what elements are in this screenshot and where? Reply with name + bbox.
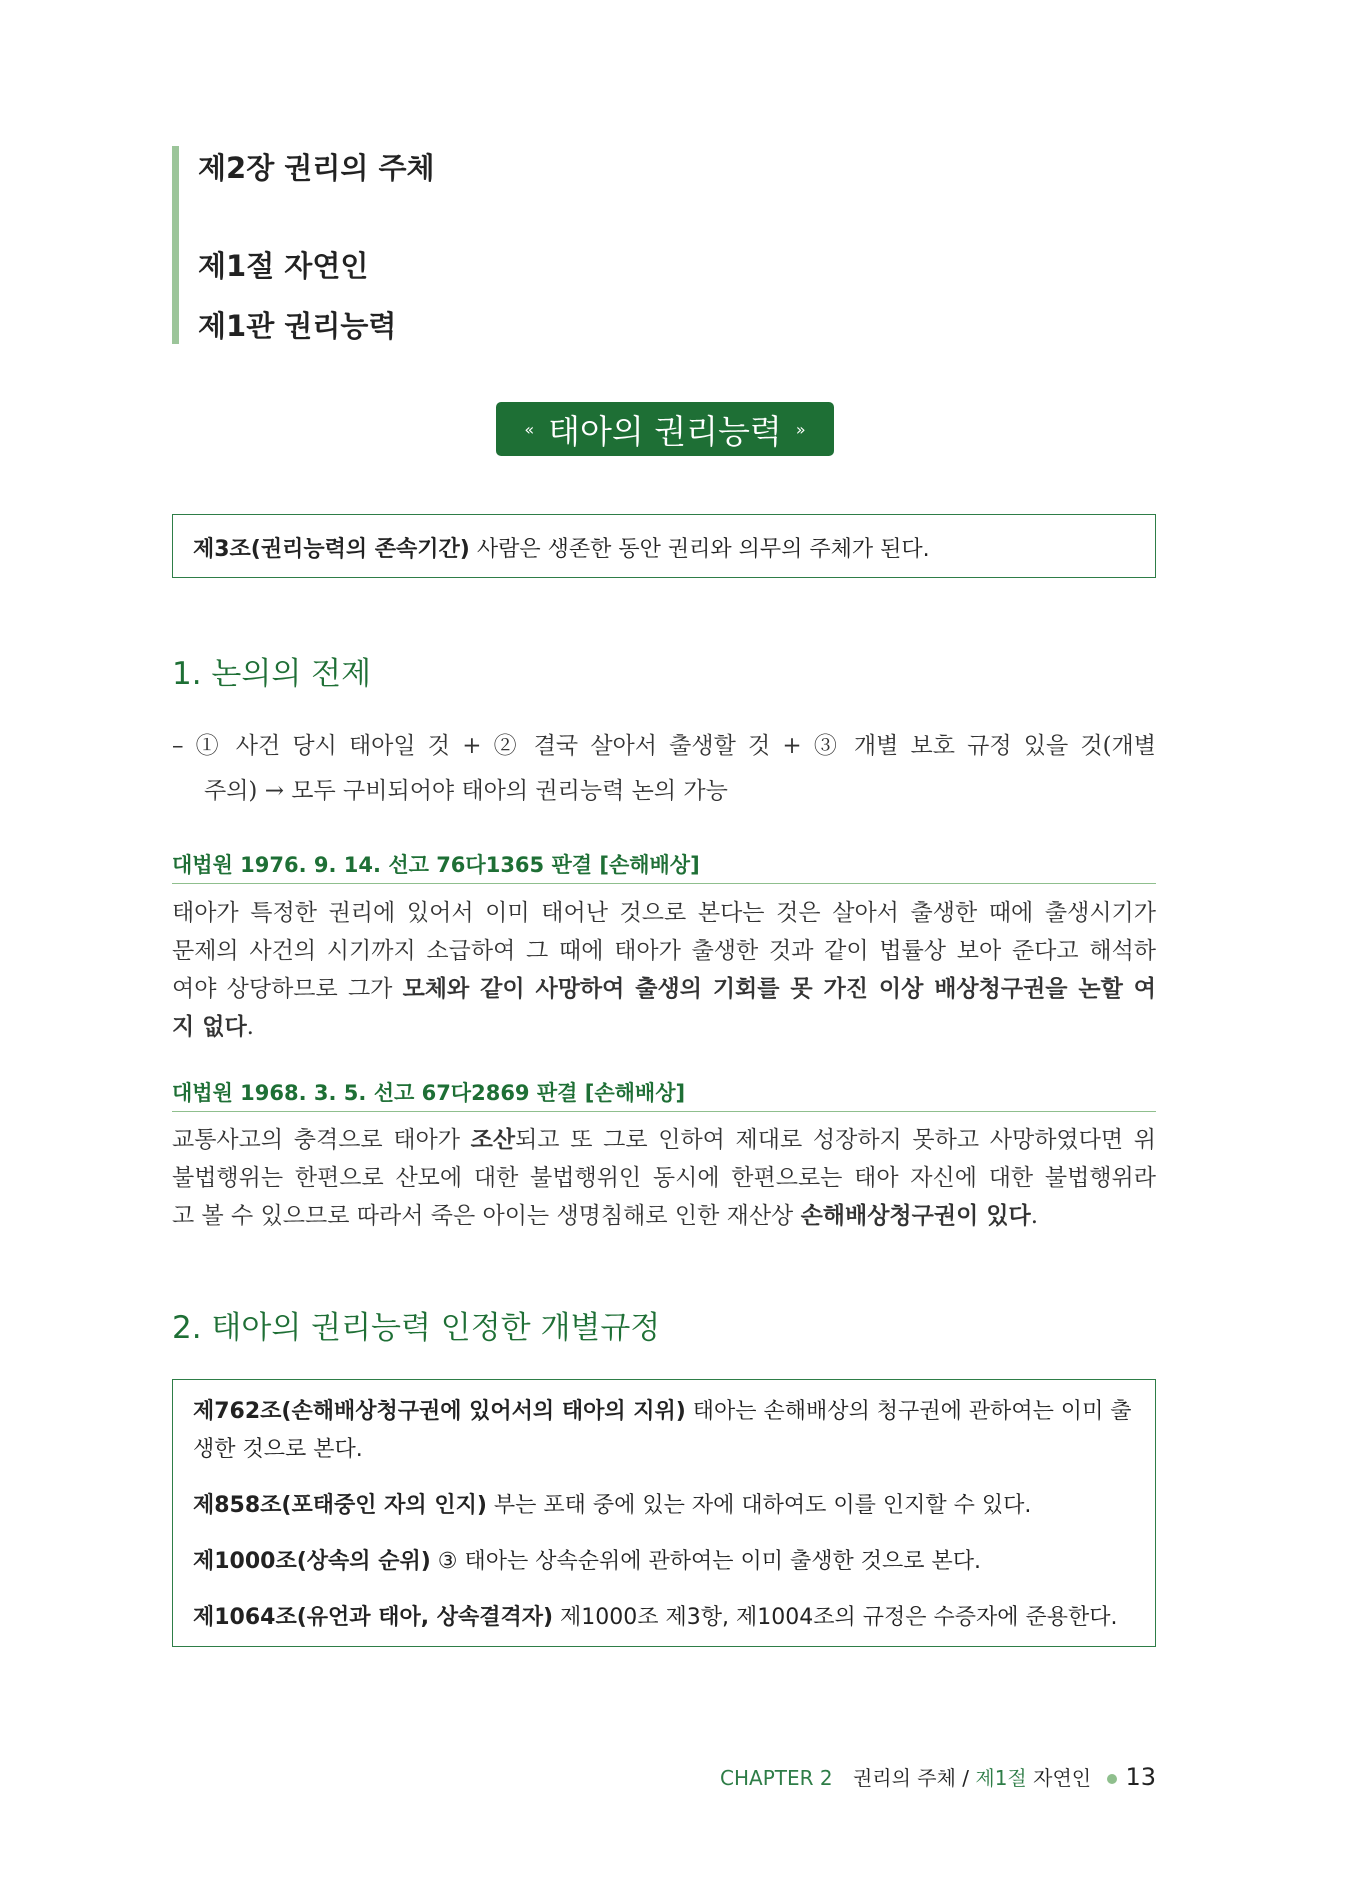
chapter-heading-block bbox=[172, 146, 772, 346]
case2-line3-end: . bbox=[1030, 1203, 1039, 1229]
article762-text1: 태아는 손해배상의 청구권에 관하여는 이미 출 bbox=[685, 1399, 1132, 1424]
case1-line4 bbox=[172, 1008, 254, 1041]
footer-dot-icon bbox=[1107, 1774, 1117, 1784]
chapter-title: 제2장 권리의 주체 bbox=[198, 151, 435, 185]
article3-text bbox=[193, 532, 930, 563]
case1-line3-plain: 여야 상당하므로 그가 bbox=[172, 976, 403, 1002]
article858-text: 부는 포태 중에 있는 자에 대하여도 이를 인지할 수 있다. bbox=[486, 1493, 1032, 1518]
case1-line4-bold: 지 없다 bbox=[172, 1013, 247, 1040]
article762-line1 bbox=[193, 1394, 1132, 1425]
chapter-accent-bar bbox=[172, 146, 179, 344]
article1000 bbox=[193, 1544, 981, 1575]
article1064-text: 제1000조 제3항, 제1004조의 규정은 수증자에 준용한다. bbox=[553, 1605, 1118, 1630]
case2-heading: 대법원 1968. 3. 5. 선고 67다2869 판결 [손해배상] bbox=[172, 1081, 686, 1105]
case1-heading: 대법원 1976. 9. 14. 선고 76다1365 판결 [손해배상] bbox=[172, 853, 700, 877]
case2-line3-plain: 고 볼 수 있으므로 따라서 죽은 아이는 생명침해로 인한 재산상 bbox=[172, 1203, 801, 1229]
case1-line2: 문제의 사건의 시기까지 소급하여 그 때에 태아가 출생한 것과 같이 법률상 보아 준다고 해석하 bbox=[172, 938, 1156, 964]
case1-line4-end: . bbox=[246, 1014, 254, 1040]
page-footer bbox=[720, 1762, 1156, 1791]
article858-label: 제858조(포태중인 자의 인지) bbox=[193, 1493, 487, 1518]
case1-line3-bold: 모체와 같이 사망하여 출생의 기회를 못 가진 이상 배상청구권을 논할 여 bbox=[402, 975, 1156, 1002]
footer-title: 권리의 주체 bbox=[852, 1766, 956, 1790]
case1-line1: 태아가 특정한 권리에 있어서 이미 태어난 것으로 본다는 것은 살아서 출생한 때에 출생시기가 bbox=[172, 900, 1156, 926]
case2-divider bbox=[172, 1111, 1156, 1112]
case2-line1-a: 교통사고의 충격으로 태아가 bbox=[172, 1127, 471, 1153]
footer-separator: / bbox=[955, 1766, 976, 1790]
footer-chapter: CHAPTER 2 bbox=[720, 1766, 833, 1790]
section1-heading: 1. 논의의 전제 bbox=[172, 656, 372, 692]
ornament-left-icon: « bbox=[524, 419, 535, 439]
case2-line3 bbox=[172, 1197, 1038, 1230]
articles-box bbox=[172, 1379, 1156, 1647]
topic-badge bbox=[496, 402, 834, 456]
section1-line2: 주의) → 모두 구비되어야 태아의 권리능력 논의 가능 bbox=[204, 778, 728, 804]
article1000-label: 제1000조(상속의 순위) bbox=[193, 1549, 431, 1574]
case2-line1-b: 되고 또 그로 인하여 제대로 성장하지 못하고 사망하였다면 위 bbox=[515, 1127, 1156, 1153]
section2-heading: 2. 태아의 권리능력 인정한 개별규정 bbox=[172, 1310, 661, 1346]
article3-label: 제3조(권리능력의 존속기간) bbox=[193, 537, 470, 562]
case1-divider bbox=[172, 883, 1156, 884]
ornament-right-icon: » bbox=[795, 419, 806, 439]
case2-line1-bold: 조산 bbox=[470, 1126, 516, 1153]
section-title: 제1절 자연인 bbox=[198, 249, 369, 283]
article858 bbox=[193, 1488, 1031, 1519]
footer-section-name: 자연인 bbox=[1026, 1766, 1092, 1790]
case2-line1 bbox=[172, 1121, 1156, 1154]
subsection-title: 제1관 권리능력 bbox=[198, 309, 397, 343]
footer-section: 제1절 bbox=[975, 1766, 1027, 1790]
badge-title: 태아의 권리능력 bbox=[548, 411, 782, 451]
section1-line1: – ① 사건 당시 태아일 것 + ② 결국 살아서 출생할 것 + ③ 개별 보호 규정 있을 것(개별 bbox=[172, 733, 1156, 759]
case1-line3 bbox=[172, 970, 1156, 1003]
article1064-label: 제1064조(유언과 태아, 상속결격자) bbox=[193, 1605, 554, 1630]
article3-body: 사람은 생존한 동안 권리와 의무의 주체가 된다. bbox=[469, 537, 930, 562]
page-number: 13 bbox=[1125, 1763, 1156, 1791]
article1064 bbox=[193, 1600, 1118, 1631]
article1000-text: ③ 태아는 상속순위에 관하여는 이미 출생한 것으로 본다. bbox=[430, 1549, 981, 1574]
article3-box bbox=[172, 514, 1156, 578]
article762-label: 제762조(손해배상청구권에 있어서의 태아의 지위) bbox=[193, 1399, 686, 1424]
case2-line2: 불법행위는 한편으로 산모에 대한 불법행위인 동시에 한편으로는 태아 자신에 대한 불법행위라 bbox=[172, 1165, 1156, 1191]
article762-line2: 생한 것으로 본다. bbox=[193, 1437, 363, 1462]
case2-line3-bold: 손해배상청구권이 있다 bbox=[800, 1202, 1031, 1229]
